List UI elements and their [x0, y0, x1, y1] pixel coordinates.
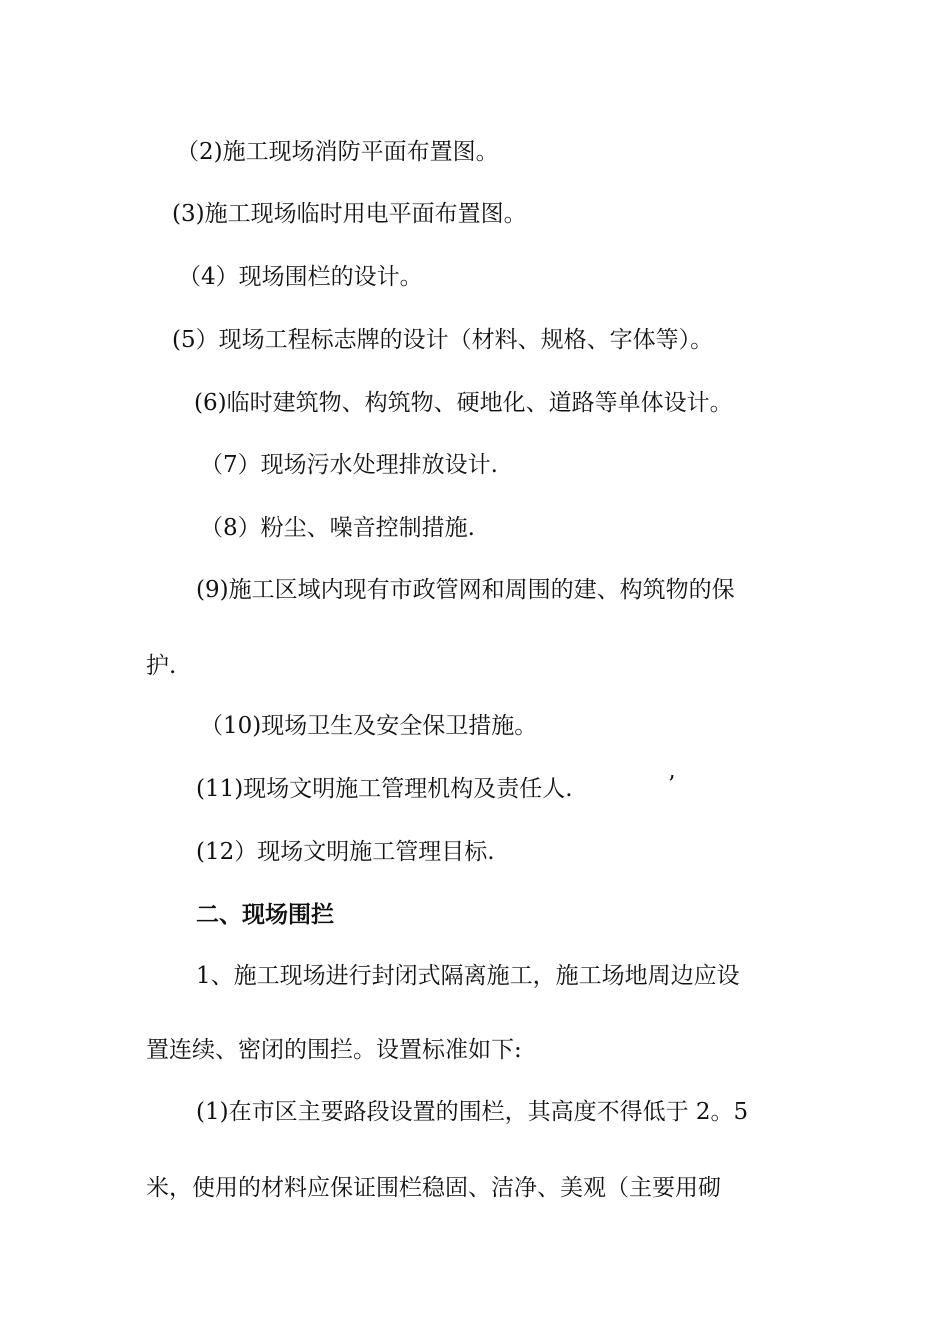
section-heading: 二、现场围拦 — [196, 901, 334, 928]
paragraph-2-line-2: 米，使用的材料应保证围栏稳固、洁净、美观（主要用砌 — [146, 1175, 721, 1201]
list-item-2: （2)施工现场消防平面布置图。 — [176, 139, 499, 165]
list-item-8: （8）粉尘、噪音控制措施. — [200, 515, 475, 541]
paragraph-1-line-1: 1、施工现场进行封闭式隔离施工，施工场地周边应设 — [196, 963, 740, 989]
list-item-5: (5）现场工程标志牌的设计（材料、规格、字体等）。 — [172, 327, 714, 353]
list-item-10: （10)现场卫生及安全保卫措施。 — [200, 713, 538, 739]
paragraph-1-line-2: 置连续、密闭的围拦。设置标准如下: — [146, 1037, 522, 1063]
list-item-12: (12）现场文明施工管理目标. — [196, 839, 495, 865]
list-item-4: （4）现场围栏的设计。 — [178, 264, 423, 290]
list-item-3: (3)施工现场临时用电平面布置图。 — [172, 201, 527, 227]
list-item-9: (9)施工区域内现有市政管网和周围的建、构筑物的保 — [196, 577, 735, 603]
list-item-6: (6)临时建筑物、构筑物、硬地化、道路等单体设计。 — [194, 390, 733, 416]
stray-mark: ’ — [668, 772, 676, 798]
list-item-11: (11)现场文明施工管理机构及责任人. — [196, 776, 573, 802]
paragraph-2-line-1: (1)在市区主要路段设置的围栏，其高度不得低于 2。5 — [196, 1099, 749, 1125]
list-item-7: （7）现场污水处理排放设计. — [200, 452, 498, 478]
list-item-9-continued: 护. — [146, 653, 177, 679]
